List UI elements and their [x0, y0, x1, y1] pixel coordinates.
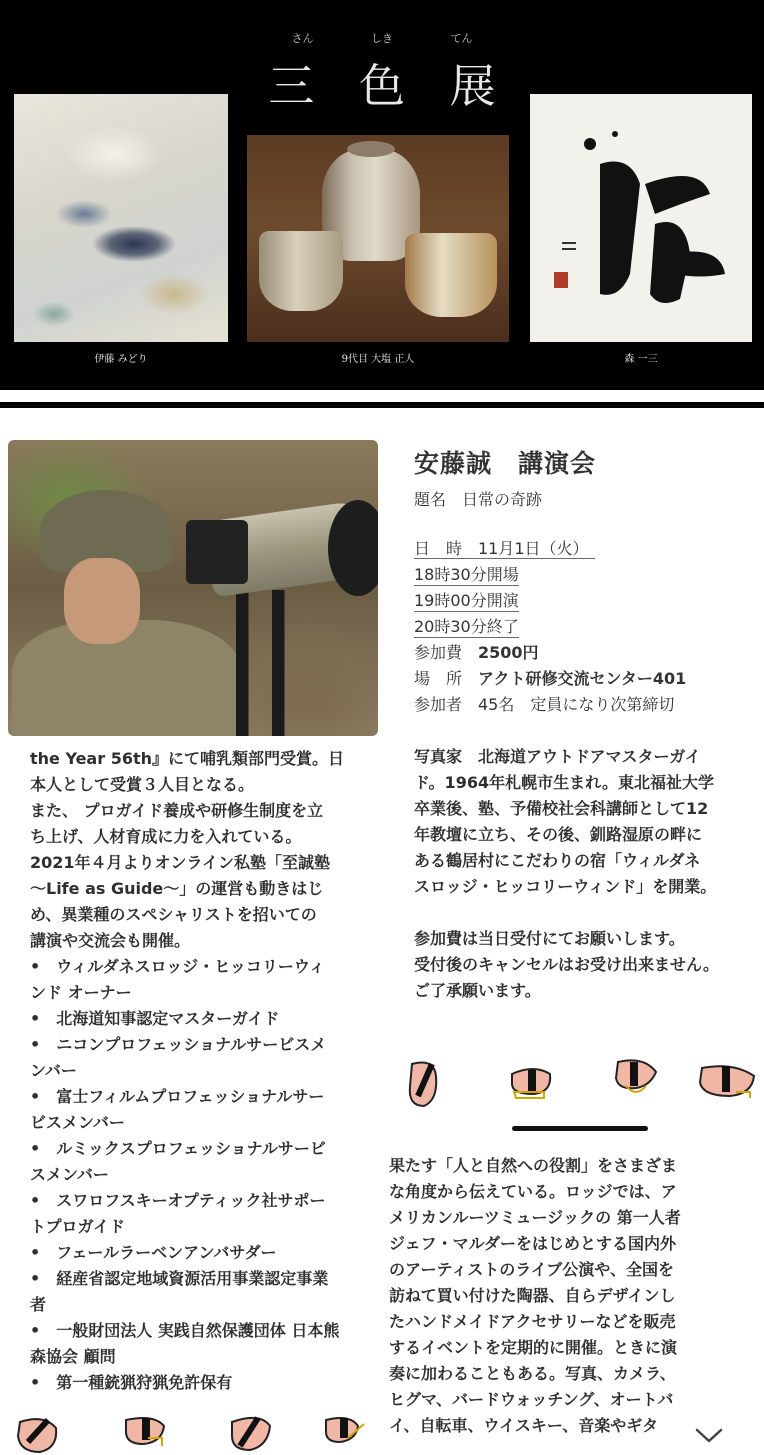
pottery-jar-lid [347, 141, 395, 157]
profile-lodge-line: な角度から伝えている。ロッジでは、ア [389, 1182, 677, 1201]
profile-awards-line: 本人として受賞３人目となる。 [30, 775, 255, 794]
pottery-cup-right [405, 233, 497, 317]
profile-lodge-line: 果たす「人と自然への役割」をさまざま [389, 1156, 678, 1175]
profile-lodge-line: イ、自転車、ウイスキー、音楽やギタ [389, 1416, 659, 1435]
profile-awards-line: • 一般財団法人 実践自然保護団体 日本熊 [30, 1321, 340, 1340]
caption-calligraphy: 森 一三 [624, 354, 658, 365]
photographer-photo [8, 440, 378, 736]
profile-awards-line: 〜Life as Guide〜」の運営も動きはじ [30, 879, 324, 898]
profile-intro [414, 744, 754, 900]
photo-face [64, 558, 140, 644]
profile-awards-line: • スワロフスキーオプティック社サポー [30, 1191, 326, 1210]
profile-awards-line: 森協会 顧問 [30, 1347, 116, 1366]
section-divider [0, 402, 764, 408]
profile-lodge-line: メリカンルーツミュージックの 第一人者 [389, 1208, 681, 1227]
photo-tripod [218, 590, 308, 736]
profile-lodge-line: 訪ねて買い付けた陶器、自らデザインし [389, 1286, 676, 1305]
profile-lodge-line: ヒグマ、バードウォッチング、オートバ [389, 1390, 674, 1409]
profile-awards-line: 2021年４月よりオンライン私塾「至誠塾 [30, 853, 331, 872]
lecture-start-time: 19時00分開演 [414, 591, 519, 610]
caption-pottery: 9代目 大塩 正人 [341, 354, 415, 365]
title-ruby [0, 30, 764, 46]
ruby-1: さん [291, 32, 314, 45]
profile-awards-line: • 北海道知事認定マスターガイド [30, 1009, 280, 1028]
notice-line: ご了承願います。 [414, 981, 541, 1000]
fee-label: 参加費 [414, 643, 479, 662]
redaction-marks-right [404, 1056, 764, 1112]
profile-awards-line: • ウィルダネスロッジ・ヒッコリーウィ [30, 957, 325, 976]
profile-intro-line: 写真家 北海道アウトドアマスターガイ [414, 747, 701, 766]
place-value: アクト研修交流センター401 [478, 669, 687, 688]
exhibition-banner [0, 0, 764, 390]
profile-awards-line: the Year 56th』にて哺乳類部門受賞。日 [30, 749, 344, 768]
profile-awards-line: • 経産省認定地域資源活用事業認定事業 [30, 1269, 329, 1288]
profile-lodge-line: するイベントを定期的に開催。ときに演 [389, 1338, 678, 1357]
profile-awards-line: • ルミックスプロフェッショナルサービ [30, 1139, 326, 1158]
profile-awards-line: ンド オーナー [30, 983, 132, 1002]
artwork-pottery [247, 135, 509, 342]
profile-awards-line: • 富士フィルムプロフェッショナルサー [30, 1087, 325, 1106]
profile-awards-line: • ニコンプロフェッショナルサービスメ [30, 1035, 327, 1054]
chevron-down-icon [694, 1426, 724, 1444]
profile-awards-line: • フェールラーベンアンバサダー [30, 1243, 277, 1262]
profile-lodge-line: ジェフ・マルダーをはじめとする国内外 [389, 1234, 677, 1253]
pottery-cup-left [259, 231, 343, 311]
notice-line: 参加費は当日受付にてお願いします。 [414, 929, 685, 948]
profile-awards-line: スメンバー [30, 1165, 109, 1184]
profile-intro-line: スロッジ・ヒッコリーウィンド」を開業。 [414, 877, 717, 896]
profile-lodge-line: たハンドメイドアクセサリーなどを販売 [389, 1312, 676, 1331]
profile-awards-line: また、 プロガイド養成や研修生制度を立 [30, 801, 324, 820]
lecture-fee [414, 643, 539, 663]
artwork-calligraphy [530, 94, 752, 342]
lecture-subtitle: 題名 日常の奇跡 [414, 490, 543, 509]
notice-line: 受付後のキャンセルはお受け出来ません。 [414, 955, 719, 974]
title-char-1: 三 [268, 59, 315, 113]
profile-lodge [389, 1153, 739, 1439]
title-char-3: 展 [449, 59, 496, 113]
caption-painting: 伊藤 みどり [94, 354, 148, 365]
profile-lodge-line: のアーティストのライブ公演や、全国を [389, 1260, 674, 1279]
fee-value: 2500円 [478, 643, 539, 662]
lecture-title: 安藤誠 講演会 [414, 449, 597, 478]
profile-awards-line: ンバー [30, 1061, 77, 1080]
lecture-place [414, 669, 686, 689]
ruby-3: てん [450, 32, 473, 45]
artwork-painting [14, 94, 228, 342]
payment-notice [414, 926, 754, 1004]
profile-intro-line: ド。1964年札幌市生まれ。東北福祉大学 [414, 773, 715, 792]
lecture-date [414, 539, 595, 559]
profile-awards-line: トプロガイド [30, 1217, 126, 1236]
place-label: 場 所 [414, 669, 479, 688]
scroll-down-button[interactable] [686, 1418, 732, 1452]
lecture-end-time: 20時30分終了 [414, 617, 519, 636]
red-seal [554, 272, 568, 288]
profile-awards [30, 746, 365, 1396]
profile-intro-line: 卒業後、塾、予備校社会科講師として12 [414, 799, 709, 818]
profile-awards-line: め、異業種のスペシャリストを招いての [30, 905, 317, 924]
redaction-marks-left [14, 1412, 374, 1455]
profile-awards-line: • 第一種銃猟狩猟免許保有 [30, 1373, 233, 1392]
profile-awards-line: ビスメンバー [30, 1113, 125, 1132]
title-char-2: 色 [359, 59, 405, 113]
lecture-capacity: 参加者 45名 定員になり次第締切 [414, 695, 675, 714]
home-indicator [512, 1126, 648, 1131]
profile-intro-line: ある鶴居村にこだわりの宿「ウィルダネ [414, 851, 701, 870]
profile-awards-line: ち上げ、人材育成に力を入れている。 [30, 827, 302, 846]
profile-intro-line: 年教壇に立ち、その後、釧路湿原の畔に [414, 825, 703, 844]
lecture-date-text: 日 時 11月1日（火） [414, 539, 595, 559]
lecture-open-time: 18時30分開場 [414, 565, 519, 584]
profile-awards-line: 者 [30, 1295, 47, 1314]
profile-awards-line: 講演や交流会も開催。 [30, 931, 191, 950]
photo-lens-front [328, 500, 378, 596]
ruby-2: しき [371, 32, 393, 45]
profile-lodge-line: 奏に加わることもある。写真、カメラ、 [389, 1364, 676, 1383]
calligraphy-brushwork [560, 124, 730, 314]
photo-camera [186, 520, 248, 584]
